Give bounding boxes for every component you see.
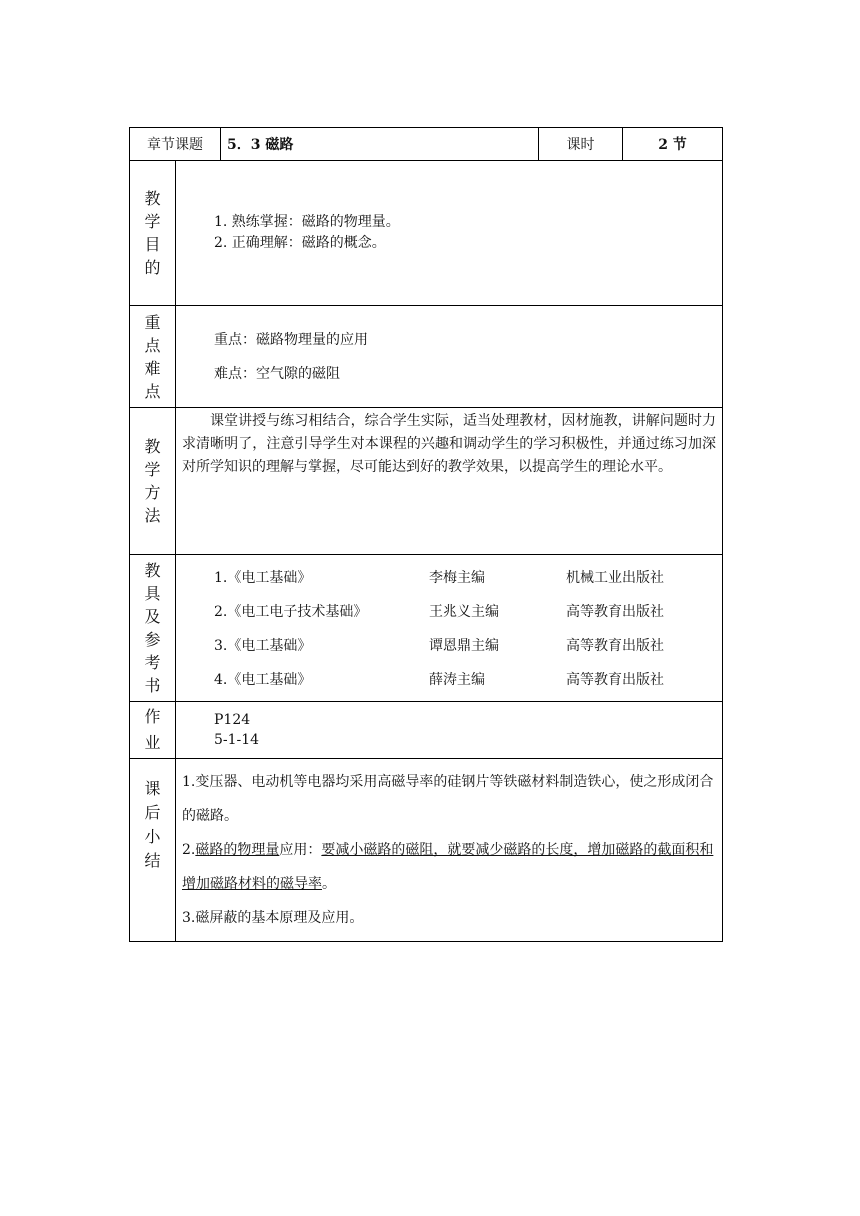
objectives-label-char: 目 xyxy=(144,235,161,254)
method-label-char: 法 xyxy=(144,506,161,525)
summary-label-char: 后 xyxy=(144,803,161,822)
summary-label-char: 结 xyxy=(144,851,161,870)
keypoints-label-char: 重 xyxy=(144,312,161,332)
references-label xyxy=(130,555,176,702)
summary-label-char: 小 xyxy=(144,827,161,846)
summary-item-2-mid: 应用： xyxy=(279,842,322,858)
header-row xyxy=(130,128,723,161)
hours-label: 课时 xyxy=(539,128,623,161)
reference-editor: 谭恩鼎主编 xyxy=(429,638,499,654)
references-label-char: 参 xyxy=(144,630,161,649)
references-label-char: 及 xyxy=(144,607,161,626)
reference-row xyxy=(214,594,722,628)
reference-title: 4.《电工基础》 xyxy=(214,672,312,688)
objectives-row xyxy=(130,161,723,306)
reference-editor: 李梅主编 xyxy=(429,570,485,586)
method-label-char: 方 xyxy=(144,483,161,502)
reference-title: 1.《电工基础》 xyxy=(214,570,312,586)
difficulty-point: 难点：空气隙的磁阻 xyxy=(214,365,340,382)
method-row xyxy=(130,408,723,555)
keypoints-row xyxy=(130,306,723,408)
references-label-char: 教 xyxy=(144,561,161,580)
summary-content xyxy=(176,759,723,942)
reference-row xyxy=(214,628,722,662)
homework-label-char: 作 xyxy=(144,707,161,726)
summary-item-3: 3.磁屏蔽的基本原理及应用。 xyxy=(182,910,364,926)
summary-item-2-underlined-text: 要减小磁路的磁阻，就要减少磁路的长度，增加磁路的截面积和增加磁路材料的磁导率 xyxy=(182,842,714,892)
reference-publisher: 高等教育出版社 xyxy=(566,604,664,620)
references-row xyxy=(130,555,723,702)
reference-publisher: 高等教育出版社 xyxy=(566,638,664,654)
objectives-label-char: 学 xyxy=(144,212,161,231)
lesson-plan-table xyxy=(129,127,723,942)
objectives-label-char: 教 xyxy=(144,189,161,208)
references-label-char: 书 xyxy=(144,676,161,695)
summary-label-char: 课 xyxy=(144,779,161,798)
homework-line: P124 xyxy=(214,712,251,728)
homework-content xyxy=(176,702,723,759)
reference-publisher: 机械工业出版社 xyxy=(566,570,664,586)
reference-title: 3.《电工基础》 xyxy=(214,638,312,654)
references-content xyxy=(176,555,723,702)
objectives-content xyxy=(176,161,723,306)
reference-row xyxy=(214,560,722,594)
summary-item-2-prefix: 2. xyxy=(182,842,196,858)
objective-item: 2. 正确理解：磁路的概念。 xyxy=(214,235,386,251)
method-content xyxy=(176,408,723,555)
keypoints-label-char: 点 xyxy=(144,335,161,355)
key-point: 重点：磁路物理量的应用 xyxy=(214,331,368,348)
keypoints-content xyxy=(176,306,723,408)
summary-item-2 xyxy=(182,833,716,901)
summary-label xyxy=(130,759,176,942)
keypoints-label xyxy=(130,306,176,408)
reference-title: 2.《电工电子技术基础》 xyxy=(214,604,368,620)
method-label xyxy=(130,408,176,555)
reference-row xyxy=(214,662,722,696)
keypoints-label-char: 点 xyxy=(144,381,161,401)
reference-publisher: 高等教育出版社 xyxy=(566,672,664,688)
summary-item-2-underlined: 磁路的物理量 xyxy=(195,842,280,858)
homework-label xyxy=(130,702,176,759)
references-label-char: 具 xyxy=(144,584,161,603)
method-label-char: 教 xyxy=(144,437,161,456)
method-text: 课堂讲授与练习相结合，综合学生实际，适当处理教材，因材施教，讲解问题时力求清晰明了，注意引导学生对本课程的兴趣和调动学生的学习积极性，并通过练习加深对所学知识的理解与掌握，尽可能达到好的教学效果，以提高学生的理论水平。 xyxy=(182,413,716,475)
summary-item-2-end: 。 xyxy=(322,876,336,892)
hours-value: 2 节 xyxy=(623,128,723,161)
references-label-char: 考 xyxy=(144,653,161,672)
keypoints-label-char: 难 xyxy=(144,358,161,378)
reference-editor: 薛涛主编 xyxy=(429,672,485,688)
objective-item: 1. 熟练掌握：磁路的物理量。 xyxy=(214,214,400,230)
objectives-label-char: 的 xyxy=(144,258,161,277)
homework-row xyxy=(130,702,723,759)
method-label-char: 学 xyxy=(144,460,161,479)
chapter-value: 5．3 磁路 xyxy=(221,128,539,161)
summary-row xyxy=(130,759,723,942)
objectives-label xyxy=(130,161,176,306)
homework-label-char: 业 xyxy=(144,733,161,752)
homework-line: 5-1-14 xyxy=(214,732,260,748)
reference-editor: 王兆义主编 xyxy=(429,604,499,620)
chapter-label: 章节课题 xyxy=(130,128,221,161)
summary-item-1: 1.变压器、电动机等电器均采用高磁导率的硅钢片等铁磁材料制造铁心，使之形成闭合的磁路。 xyxy=(182,774,714,824)
